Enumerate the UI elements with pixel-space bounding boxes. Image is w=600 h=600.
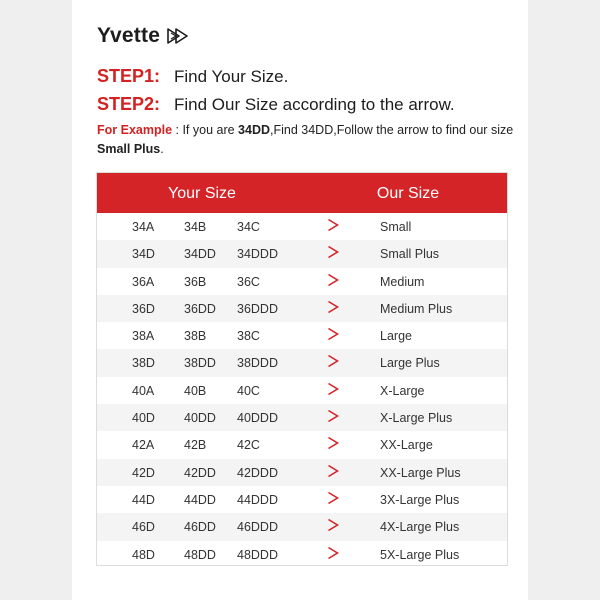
table-row xyxy=(97,240,507,267)
example-text-2: ,Find 34DD,Follow the arrow to find our size xyxy=(270,123,514,137)
step-1-text: Find Your Size. xyxy=(174,67,289,86)
band-size-b: 36B xyxy=(184,274,207,289)
table-row xyxy=(97,322,507,349)
band-size-b: 34B xyxy=(184,220,207,234)
table-row xyxy=(97,541,507,568)
table-row xyxy=(97,377,507,404)
left-margin xyxy=(0,0,72,600)
chevron-right-icon xyxy=(327,518,339,532)
brand-logo-icon xyxy=(166,27,192,45)
size-table xyxy=(96,172,508,566)
our-size-value: Small Plus xyxy=(380,247,440,262)
band-size-a: 36A xyxy=(132,274,155,289)
table-header xyxy=(97,173,507,213)
header-our-size: Our Size xyxy=(376,185,440,202)
band-size-c: 40C xyxy=(237,383,260,398)
band-size-b: 46DD xyxy=(184,520,216,535)
band-size-c: 44DDD xyxy=(237,492,278,507)
band-size-c: 34C xyxy=(237,220,260,234)
table-row xyxy=(97,513,507,540)
our-size-value: X-Large xyxy=(380,383,425,398)
step-2 xyxy=(97,94,455,115)
band-size-a: 38D xyxy=(132,356,155,371)
example-label: For Example xyxy=(97,123,173,137)
band-size-a: 36D xyxy=(132,301,155,316)
band-size-c: 36DDD xyxy=(237,301,278,316)
table-row xyxy=(97,295,507,322)
band-size-a: 42A xyxy=(132,438,155,453)
our-size-value: Medium Plus xyxy=(380,301,453,316)
our-size-value: 3X-Large Plus xyxy=(380,492,460,507)
band-size-c: 38DDD xyxy=(237,356,278,371)
table-row xyxy=(97,431,507,458)
our-size-value: 4X-Large Plus xyxy=(380,520,460,535)
band-size-a: 34A xyxy=(132,220,155,234)
band-size-b: 38B xyxy=(184,329,207,344)
chevron-right-icon xyxy=(327,546,339,560)
band-size-a: 40D xyxy=(132,411,155,426)
chevron-right-icon xyxy=(327,436,339,450)
chevron-right-icon xyxy=(327,327,339,341)
right-margin xyxy=(528,0,600,600)
band-size-c: 36C xyxy=(237,274,260,289)
band-size-a: 48D xyxy=(132,547,155,562)
our-size-value: XX-Large Plus xyxy=(380,465,461,480)
table-body xyxy=(97,213,507,568)
table-row xyxy=(97,349,507,376)
chevron-right-icon xyxy=(327,382,339,396)
band-size-b: 34DD xyxy=(184,247,216,262)
step-1 xyxy=(97,66,288,87)
chevron-right-icon xyxy=(327,464,339,478)
band-size-b: 36DD xyxy=(184,301,216,316)
band-size-b: 48DD xyxy=(184,547,216,562)
band-size-a: 38A xyxy=(132,329,155,344)
our-size-value: 5X-Large Plus xyxy=(380,547,460,562)
band-size-a: 42D xyxy=(132,465,155,480)
band-size-a: 46D xyxy=(132,520,155,535)
table-row xyxy=(97,268,507,295)
our-size-value: XX-Large xyxy=(380,438,433,453)
brand-name: Yvette xyxy=(97,24,161,47)
band-size-b: 42B xyxy=(184,438,207,453)
band-size-b: 44DD xyxy=(184,492,216,507)
band-size-c: 46DDD xyxy=(237,520,278,535)
band-size-c: 42DDD xyxy=(237,465,278,480)
header-your-size: Your Size xyxy=(168,185,236,202)
step-1-label: STEP1: xyxy=(97,66,161,86)
example-bold-2: Small Plus xyxy=(97,142,161,156)
band-size-a: 44D xyxy=(132,492,155,507)
band-size-b: 38DD xyxy=(184,356,216,371)
table-row xyxy=(97,486,507,513)
example-text-1: : If you are xyxy=(172,123,239,137)
chevron-right-icon xyxy=(327,300,339,314)
table-row xyxy=(97,404,507,431)
our-size-value: Large xyxy=(380,329,412,344)
table-row xyxy=(97,459,507,486)
chevron-right-icon xyxy=(327,409,339,423)
our-size-value: Large Plus xyxy=(380,356,440,371)
our-size-value: Small xyxy=(380,220,412,234)
step-2-text: Find Our Size according to the arrow. xyxy=(174,95,455,114)
example-note xyxy=(97,121,517,159)
band-size-c: 48DDD xyxy=(237,547,278,562)
table-row xyxy=(97,213,507,240)
chevron-right-icon xyxy=(327,354,339,368)
band-size-a: 34D xyxy=(132,247,155,262)
step-2-label: STEP2: xyxy=(97,94,161,114)
band-size-c: 42C xyxy=(237,438,260,453)
chevron-right-icon xyxy=(327,273,339,287)
chevron-right-icon xyxy=(327,218,339,232)
band-size-b: 40DD xyxy=(184,411,216,426)
band-size-c: 38C xyxy=(237,329,260,344)
band-size-c: 34DDD xyxy=(237,247,278,262)
band-size-c: 40DDD xyxy=(237,411,278,426)
size-guide-panel xyxy=(72,0,528,600)
brand xyxy=(97,24,192,48)
chevron-right-icon xyxy=(327,245,339,259)
example-text-3: . xyxy=(160,142,164,156)
band-size-b: 42DD xyxy=(184,465,216,480)
our-size-value: Medium xyxy=(380,274,425,289)
band-size-b: 40B xyxy=(184,383,207,398)
band-size-a: 40A xyxy=(132,383,155,398)
chevron-right-icon xyxy=(327,491,339,505)
our-size-value: X-Large Plus xyxy=(380,411,453,426)
example-bold-1: 34DD xyxy=(238,123,271,137)
